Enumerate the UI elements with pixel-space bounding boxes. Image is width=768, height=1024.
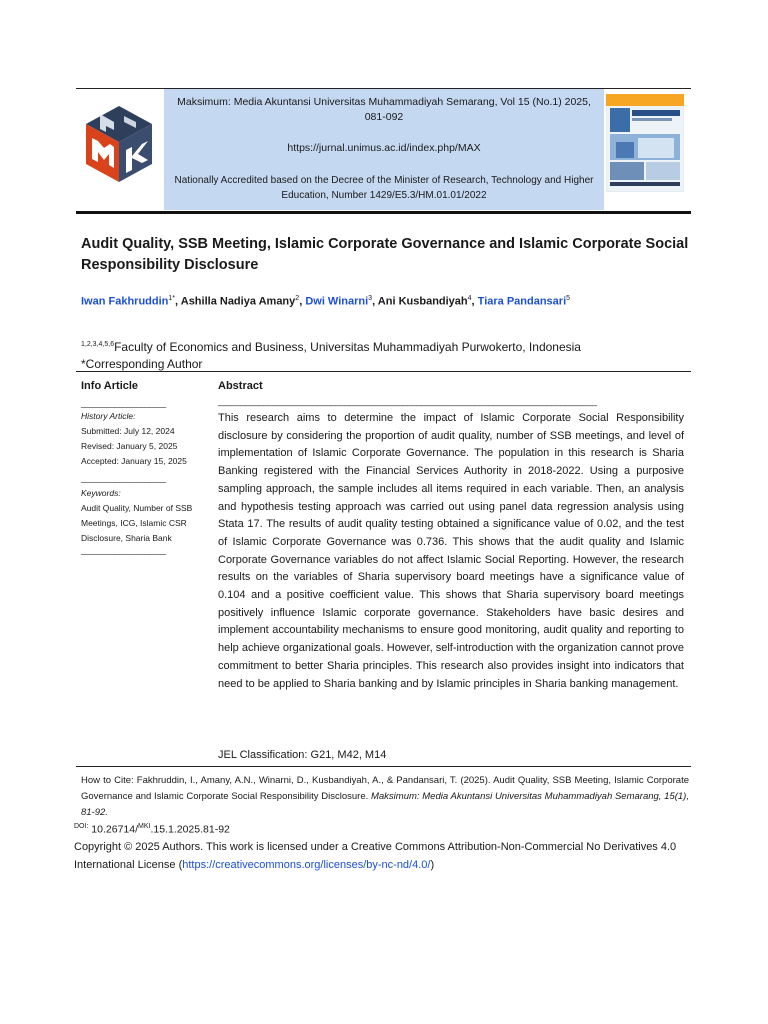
author-affiliation-sup: 3 <box>368 295 373 302</box>
author-name: Ashilla Nadiya Amany <box>180 295 296 308</box>
citation-rule <box>76 766 691 767</box>
journal-accreditation: Nationally Accredited based on the Decree of the Minister of Research, Technology and Higher Education, Number 1429/E5.3/HM.01.01/2022 <box>174 175 594 201</box>
abstract-heading: Abstract <box>218 380 263 392</box>
affiliation-text: Faculty of Economics and Business, Universitas Muhammadiyah Purwokerto, Indonesia <box>114 340 581 354</box>
affiliation <box>81 336 691 356</box>
history-label-text: History Article: <box>81 411 136 421</box>
jel-classification: JEL Classification: G21, M42, M14 <box>218 749 387 761</box>
accepted-date: Accepted: January 15, 2025 <box>81 456 187 466</box>
abstract-text: This research aims to determine the impact of Islamic Corporate Social Responsibility disclosure by considering the proportion of audit quality, number of SSB meetings, and level of implementation of Islamic Corporate Governance. The population in this research is Sharia Banking registered with the Financial Services Authority in 2018-2022. Using a purposive sampling approach, the sample includes all items required in each variable. Then, an analysis and hypothesis testing approach was carried out using panel data regression analysis using Stata 17. The results of audit quality testing obtained a significance value of 0.02, and the test of Islamic Corporate Governance was 0.736. This shows that the audit quality and Islamic Corporate Governance variables do not affect Islamic Social Reporting. However, the research results on the variables of Sharia supervisory board meetings have a significance value of 0.104 and a positive coefficient value. This shows that Sharia supervisory board meetings positively influence Islamic corporate governance. Stakeholders have basic desires and implement accountability mechanisms to ensure good monitoring, audit quality and reporting to help achieve organizational goals. However, self-introduction with the organization cannot prove commitment to better Sharia principles. This research also provides insight into indicators that need to be applied to Sharia banking and by Islamic principles in Sharia banking management. <box>218 412 684 690</box>
how-to-cite <box>81 773 689 821</box>
doi-sup: MKI <box>138 823 151 830</box>
divider: ____________________ <box>81 398 166 408</box>
doi-prefix: 10.26714/ <box>88 823 139 836</box>
keywords-label <box>81 486 121 501</box>
revised-date: Revised: January 5, 2025 <box>81 441 178 451</box>
maksimum-logo <box>84 104 154 184</box>
author-name[interactable]: Dwi Winarni <box>305 295 369 308</box>
author-affiliation-sup: 4 <box>467 295 472 302</box>
author-name[interactable]: Iwan Fakhruddin <box>81 295 169 308</box>
info-rule <box>76 371 691 372</box>
journal-citation-line: Maksimum: Media Akuntansi Universitas Muhammadiyah Semarang, Vol 15 (No.1) 2025, 081-092 <box>177 96 591 123</box>
cite-journal: Maksimum: Media Akuntansi Universitas Muhammadiyah Semarang, 15(1), 81-92. <box>81 791 689 818</box>
journal-cover <box>606 94 684 192</box>
author-separator: , <box>372 295 378 308</box>
submitted-date: Submitted: July 12, 2024 <box>81 426 175 436</box>
author-separator: , <box>175 295 181 308</box>
affiliation-sup: 1,2,3,4,5,6 <box>81 341 115 348</box>
license-link[interactable]: https://creativecommons.org/licenses/by-nc-nd/4.0/ <box>182 859 431 871</box>
keywords: Audit Quality, Number of SSB Meetings, ICG, Islamic CSR Disclosure, Sharia Bank <box>81 503 193 543</box>
license-text: Copyright © 2025 Authors. This work is licensed under a Creative Commons Attribution-Non-Commercial No Derivatives 4.0 International License ( <box>74 841 677 871</box>
journal-url[interactable]: https://jurnal.unimus.ac.id/index.php/MAX <box>287 142 481 154</box>
divider: ____________________________________________________________________________________ <box>218 396 597 406</box>
cite-text: How to Cite: Fakhruddin, I., Amany, A.N., Winarni, D., Kusbandiyah, A., & Pandansari, T. (2025). Audit Quality, SSB Meeting, Islamic Corporate Governance and Islamic Corporate Social Responsibility Disclosure. <box>81 775 689 802</box>
header-bottom-rule <box>76 211 691 214</box>
paper-title: Audit Quality, SSB Meeting, Islamic Corporate Governance and Islamic Corporate Social Responsibility Disclosure <box>81 236 689 273</box>
author-affiliation-sup: 5 <box>566 295 571 302</box>
info-article-heading: Info Article <box>81 380 139 392</box>
license <box>74 838 696 874</box>
author-affiliation-sup: 2 <box>295 295 300 302</box>
author-list <box>81 295 691 308</box>
doi-suffix: .15.1.2025.81-92 <box>150 823 230 836</box>
history-label <box>81 409 135 424</box>
affiliation-block <box>81 336 691 373</box>
keywords-label-text: Keywords: <box>81 488 121 498</box>
divider: ____________________ <box>81 545 166 555</box>
corresponding-author-note: *Corresponding Author <box>81 357 203 371</box>
license-close: ) <box>430 859 435 871</box>
author-name[interactable]: Tiara Pandansari <box>477 295 567 308</box>
author-name: Ani Kusbandiyah <box>377 295 468 308</box>
journal-header <box>164 89 604 210</box>
author-separator: , <box>299 295 306 308</box>
author-separator: , <box>471 295 478 308</box>
divider: ____________________ <box>81 473 166 483</box>
doi[interactable] <box>74 823 230 836</box>
author-affiliation-sup: 1* <box>168 295 176 302</box>
doi-label: DOI: <box>74 823 89 830</box>
